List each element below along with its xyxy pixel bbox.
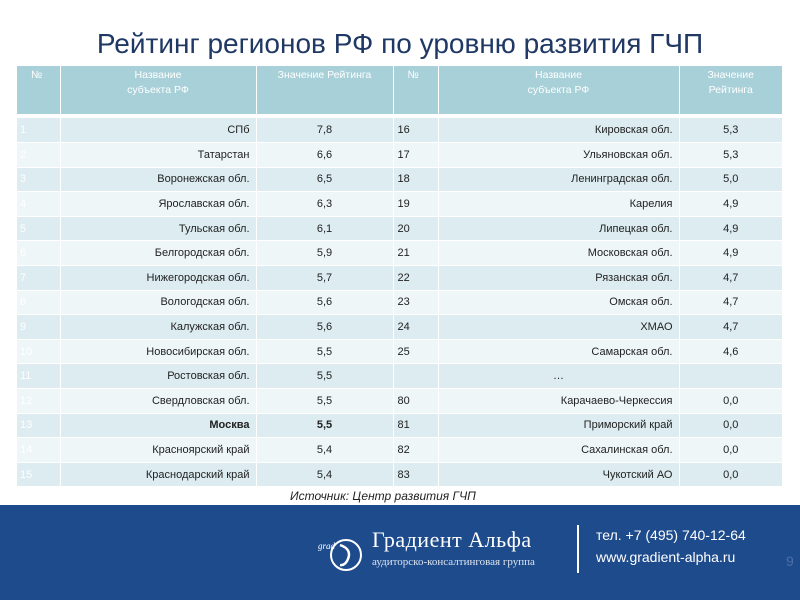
- rating-value: 5,4: [256, 438, 393, 463]
- rating-value: 5,4: [256, 462, 393, 487]
- region-name: Свердловская обл.: [60, 389, 256, 414]
- row-number: 8: [17, 290, 60, 315]
- row-number: 18: [393, 167, 438, 192]
- rating-value: 4,9: [679, 241, 782, 266]
- table-row: [17, 192, 782, 217]
- rating-value: 5,3: [679, 118, 782, 143]
- table-row: [17, 241, 782, 266]
- row-number: 4: [17, 192, 60, 217]
- region-name: Приморский край: [438, 413, 679, 438]
- header-region-name-right: Название субъекта РФ: [438, 66, 679, 114]
- table-row: [17, 216, 782, 241]
- row-number: 82: [393, 438, 438, 463]
- region-name: Москва: [60, 413, 256, 438]
- row-number: 13: [17, 413, 60, 438]
- table-row: [17, 118, 782, 143]
- region-name: Кировская обл.: [438, 118, 679, 143]
- rating-value: 0,0: [679, 438, 782, 463]
- region-name: Вологодская обл.: [60, 290, 256, 315]
- row-number: 22: [393, 266, 438, 291]
- rating-value: 4,9: [679, 192, 782, 217]
- row-number: 20: [393, 216, 438, 241]
- row-number: 1: [17, 118, 60, 143]
- rating-value: 4,7: [679, 290, 782, 315]
- rating-value: 4,9: [679, 216, 782, 241]
- row-number: 7: [17, 266, 60, 291]
- row-number: 3: [17, 167, 60, 192]
- rating-value: 7,8: [256, 118, 393, 143]
- region-name: Карелия: [438, 192, 679, 217]
- region-name: Белгородская обл.: [60, 241, 256, 266]
- region-name: Ростовская обл.: [60, 364, 256, 389]
- table-row: [17, 266, 782, 291]
- table-header-row: [17, 66, 782, 114]
- rating-value: 6,3: [256, 192, 393, 217]
- region-name: Московская обл.: [438, 241, 679, 266]
- table-row: [17, 389, 782, 414]
- table-row: [17, 462, 782, 487]
- region-name: Татарстан: [60, 143, 256, 168]
- row-number: 2: [17, 143, 60, 168]
- rating-value: 5,5: [256, 413, 393, 438]
- rating-value: 5,5: [256, 339, 393, 364]
- row-number: 80: [393, 389, 438, 414]
- header-region-name-left: Название субъекта РФ: [60, 66, 256, 114]
- rating-value: 4,7: [679, 266, 782, 291]
- row-number: 25: [393, 339, 438, 364]
- page-number: 9: [786, 553, 794, 569]
- rating-value: 0,0: [679, 462, 782, 487]
- region-name: Ульяновская обл.: [438, 143, 679, 168]
- region-name: Ленинградская обл.: [438, 167, 679, 192]
- region-name: Самарская обл.: [438, 339, 679, 364]
- rating-value: 0,0: [679, 389, 782, 414]
- row-number: [393, 364, 438, 389]
- footer-banner: [0, 505, 800, 600]
- row-number: 16: [393, 118, 438, 143]
- source-note: Источник: Центр развития ГЧП: [290, 489, 476, 503]
- table-row: [17, 339, 782, 364]
- website-link[interactable]: www.gradient-alpha.ru: [596, 549, 736, 565]
- region-name: Сахалинская обл.: [438, 438, 679, 463]
- table-row: [17, 315, 782, 340]
- table-row: [17, 167, 782, 192]
- header-number-right: №: [393, 66, 438, 114]
- rating-value: 6,6: [256, 143, 393, 168]
- row-number: 21: [393, 241, 438, 266]
- rating-value: 0,0: [679, 413, 782, 438]
- rating-value: 5,3: [679, 143, 782, 168]
- row-number: 5: [17, 216, 60, 241]
- row-number: 9: [17, 315, 60, 340]
- rating-value: 4,6: [679, 339, 782, 364]
- region-name: Нижегородская обл.: [60, 266, 256, 291]
- region-name: ХМАО: [438, 315, 679, 340]
- table-row: [17, 290, 782, 315]
- phone-number: тел. +7 (495) 740-12-64: [596, 527, 746, 543]
- rating-value: 4,7: [679, 315, 782, 340]
- region-name: Тульская обл.: [60, 216, 256, 241]
- region-name: Калужская обл.: [60, 315, 256, 340]
- region-name: Чукотский АО: [438, 462, 679, 487]
- rating-value: 5,0: [679, 167, 782, 192]
- table-row: [17, 364, 782, 389]
- region-name: СПб: [60, 118, 256, 143]
- row-number: 83: [393, 462, 438, 487]
- region-name: Воронежская обл.: [60, 167, 256, 192]
- table-row: [17, 438, 782, 463]
- row-number: 24: [393, 315, 438, 340]
- rating-value: 5,6: [256, 315, 393, 340]
- rating-table: [17, 66, 782, 487]
- region-name: Красноярский край: [60, 438, 256, 463]
- brand-subtitle: аудиторско-консалтинговая группа: [372, 556, 535, 568]
- row-number: 11: [17, 364, 60, 389]
- rating-value: [679, 364, 782, 389]
- region-name: Липецкая обл.: [438, 216, 679, 241]
- row-number: 17: [393, 143, 438, 168]
- gradient-alpha-logo-icon: [318, 529, 362, 577]
- region-name: Краснодарский край: [60, 462, 256, 487]
- region-name: Карачаево-Черкессия: [438, 389, 679, 414]
- row-number: 15: [17, 462, 60, 487]
- row-number: 6: [17, 241, 60, 266]
- header-rating-value-left: Значение Рейтинга: [256, 66, 393, 114]
- region-name: Омская обл.: [438, 290, 679, 315]
- rating-value: 6,1: [256, 216, 393, 241]
- brand-name: Градиент Альфа: [372, 527, 532, 552]
- row-number: 10: [17, 339, 60, 364]
- table-row: [17, 413, 782, 438]
- rating-value: 5,7: [256, 266, 393, 291]
- region-name: Новосибирская обл.: [60, 339, 256, 364]
- rating-value: 6,5: [256, 167, 393, 192]
- page-title: Рейтинг регионов РФ по уровню развития ГЧП: [96, 28, 704, 59]
- rating-value: 5,9: [256, 241, 393, 266]
- rating-value: 5,6: [256, 290, 393, 315]
- rating-value: 5,5: [256, 364, 393, 389]
- header-number-left: №: [17, 66, 60, 114]
- region-name: Ярославская обл.: [60, 192, 256, 217]
- row-number: 12: [17, 389, 60, 414]
- table-row: [17, 143, 782, 168]
- ellipsis: …: [438, 364, 679, 389]
- row-number: 23: [393, 290, 438, 315]
- footer-divider: [577, 525, 579, 573]
- row-number: 19: [393, 192, 438, 217]
- row-number: 14: [17, 438, 60, 463]
- logo-wordmark: grad: [318, 541, 336, 551]
- rating-value: 5,5: [256, 389, 393, 414]
- row-number: 81: [393, 413, 438, 438]
- region-name: Рязанская обл.: [438, 266, 679, 291]
- header-rating-value-right: Значение Рейтинга: [679, 66, 782, 114]
